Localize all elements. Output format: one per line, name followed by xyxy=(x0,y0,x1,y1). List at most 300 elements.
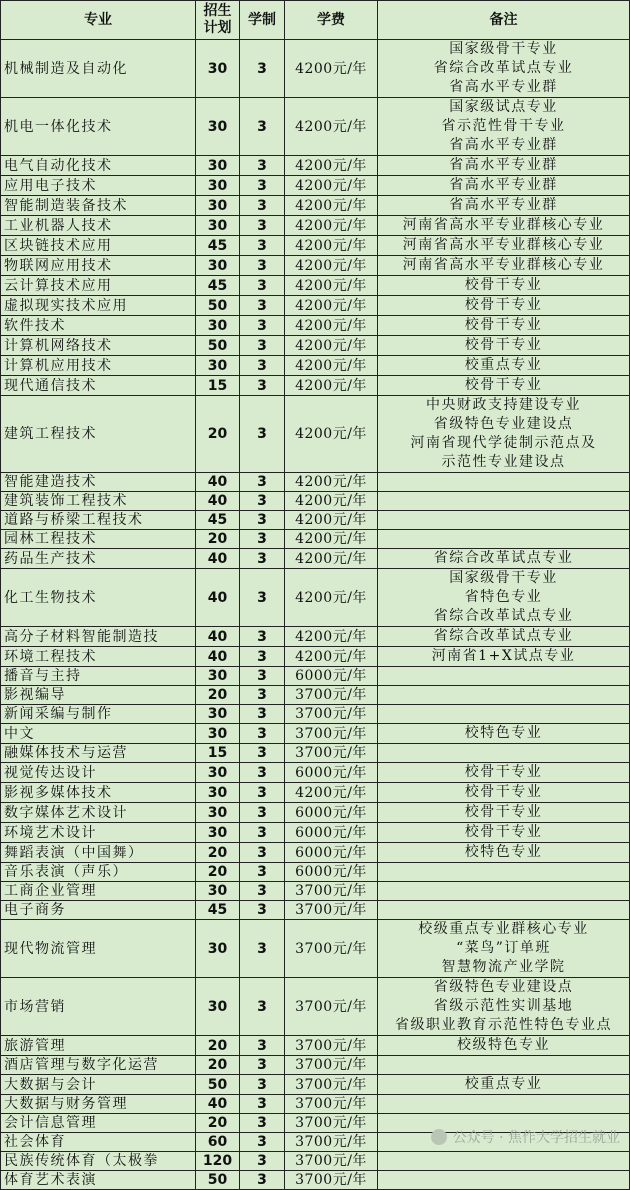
table-row xyxy=(1,901,630,920)
cell-fee: 3700元/年 xyxy=(285,882,378,901)
cell-years: 3 xyxy=(240,1133,285,1152)
cell-years: 3 xyxy=(240,396,285,473)
cell-years: 3 xyxy=(240,667,285,686)
cell-note xyxy=(378,98,630,156)
cell-note xyxy=(378,336,630,356)
table-row xyxy=(1,647,630,667)
note-line: 河南省高水平专业群核心专业 xyxy=(378,216,629,235)
cell-years: 3 xyxy=(240,492,285,511)
cell-fee: 4200元/年 xyxy=(285,98,378,156)
cell-major: 区块链技术应用 xyxy=(1,236,196,256)
cell-major: 药品生产技术 xyxy=(1,549,196,569)
cell-note xyxy=(378,549,630,569)
cell-fee: 3700元/年 xyxy=(285,901,378,920)
cell-note xyxy=(378,196,630,216)
table-row xyxy=(1,1056,630,1075)
cell-plan: 30 xyxy=(196,98,240,156)
table-header-row xyxy=(1,1,630,40)
table-row xyxy=(1,40,630,98)
cell-note xyxy=(378,40,630,98)
cell-fee: 6000元/年 xyxy=(285,863,378,882)
cell-plan: 15 xyxy=(196,744,240,763)
cell-major: 体育艺术表演 xyxy=(1,1171,196,1190)
cell-fee: 4200元/年 xyxy=(285,40,378,98)
cell-plan: 30 xyxy=(196,316,240,336)
table-row xyxy=(1,1075,630,1095)
cell-major: 视觉传达设计 xyxy=(1,763,196,783)
cell-years: 3 xyxy=(240,1036,285,1056)
table-row xyxy=(1,803,630,823)
cell-note xyxy=(378,705,630,724)
table-row xyxy=(1,724,630,744)
note-line: 省级特色专业建设点 xyxy=(378,415,629,434)
cell-note xyxy=(378,882,630,901)
note-line: 国家级骨干专业 xyxy=(378,40,629,59)
cell-major: 音乐表演（声乐） xyxy=(1,863,196,882)
note-line: 校骨干专业 xyxy=(378,376,629,395)
cell-years: 3 xyxy=(240,686,285,705)
cell-plan: 40 xyxy=(196,492,240,511)
cell-years: 3 xyxy=(240,236,285,256)
cell-plan: 40 xyxy=(196,647,240,667)
cell-major: 化工生物技术 xyxy=(1,569,196,627)
cell-fee: 3700元/年 xyxy=(285,744,378,763)
cell-years: 3 xyxy=(240,1075,285,1095)
cell-fee: 4200元/年 xyxy=(285,356,378,376)
cell-note xyxy=(378,396,630,473)
cell-fee: 3700元/年 xyxy=(285,978,378,1036)
note-line: 省综合改革试点专业 xyxy=(378,59,629,78)
cell-fee: 3700元/年 xyxy=(285,705,378,724)
cell-major: 大数据与会计 xyxy=(1,1075,196,1095)
cell-fee: 6000元/年 xyxy=(285,803,378,823)
cell-years: 3 xyxy=(240,156,285,176)
header-note: 备注 xyxy=(378,1,630,40)
table-row xyxy=(1,276,630,296)
cell-years: 3 xyxy=(240,783,285,803)
cell-fee: 3700元/年 xyxy=(285,920,378,978)
cell-plan: 20 xyxy=(196,686,240,705)
cell-years: 3 xyxy=(240,705,285,724)
cell-fee: 3700元/年 xyxy=(285,1075,378,1095)
table-body xyxy=(1,40,630,1190)
cell-note xyxy=(378,492,630,511)
cell-note xyxy=(378,920,630,978)
cell-plan: 120 xyxy=(196,1152,240,1171)
cell-fee: 4200元/年 xyxy=(285,276,378,296)
table-row xyxy=(1,256,630,276)
cell-years: 3 xyxy=(240,511,285,530)
note-line: 国家级试点专业 xyxy=(378,98,629,117)
cell-fee: 4200元/年 xyxy=(285,396,378,473)
cell-note xyxy=(378,863,630,882)
cell-years: 3 xyxy=(240,920,285,978)
cell-fee: 4200元/年 xyxy=(285,549,378,569)
cell-note xyxy=(378,569,630,627)
cell-note xyxy=(378,1152,630,1171)
cell-plan: 50 xyxy=(196,336,240,356)
table-row xyxy=(1,1036,630,1056)
cell-fee: 3700元/年 xyxy=(285,1056,378,1075)
cell-fee: 4200元/年 xyxy=(285,156,378,176)
cell-note xyxy=(378,276,630,296)
table-row xyxy=(1,763,630,783)
note-line: 河南省1+X试点专业 xyxy=(378,647,629,666)
cell-major: 数字媒体艺术设计 xyxy=(1,803,196,823)
table-row xyxy=(1,920,630,978)
note-line: 校级特色专业 xyxy=(378,1036,629,1055)
cell-major: 酒店管理与数字化运营 xyxy=(1,1056,196,1075)
cell-years: 3 xyxy=(240,744,285,763)
cell-fee: 4200元/年 xyxy=(285,627,378,647)
cell-fee: 4200元/年 xyxy=(285,783,378,803)
cell-fee: 4200元/年 xyxy=(285,196,378,216)
table-row xyxy=(1,216,630,236)
cell-major: 虚拟现实技术应用 xyxy=(1,296,196,316)
table-row xyxy=(1,98,630,156)
cell-years: 3 xyxy=(240,1171,285,1190)
cell-note xyxy=(378,783,630,803)
table-row xyxy=(1,843,630,863)
cell-major: 现代通信技术 xyxy=(1,376,196,396)
table-row xyxy=(1,316,630,336)
cell-plan: 45 xyxy=(196,236,240,256)
cell-plan: 30 xyxy=(196,176,240,196)
header-major: 专业 xyxy=(1,1,196,40)
cell-plan: 40 xyxy=(196,473,240,492)
cell-note xyxy=(378,647,630,667)
cell-plan: 30 xyxy=(196,356,240,376)
note-line: 校骨干专业 xyxy=(378,276,629,295)
cell-major: 中文 xyxy=(1,724,196,744)
note-line: 校特色专业 xyxy=(378,724,629,743)
cell-fee: 6000元/年 xyxy=(285,843,378,863)
cell-fee: 4200元/年 xyxy=(285,376,378,396)
cell-years: 3 xyxy=(240,256,285,276)
table-row xyxy=(1,1095,630,1114)
cell-major: 旅游管理 xyxy=(1,1036,196,1056)
note-line: 校骨干专业 xyxy=(378,316,629,335)
cell-plan: 30 xyxy=(196,823,240,843)
cell-fee: 4200元/年 xyxy=(285,511,378,530)
note-line: 校重点专业 xyxy=(378,1075,629,1094)
cell-note xyxy=(378,216,630,236)
cell-plan: 40 xyxy=(196,1095,240,1114)
cell-fee: 4200元/年 xyxy=(285,569,378,627)
note-line: 中央财政支持建设专业 xyxy=(378,396,629,415)
note-line: 智慧物流产业学院 xyxy=(378,958,629,977)
cell-note xyxy=(378,724,630,744)
cell-major: 市场营销 xyxy=(1,978,196,1036)
cell-fee: 3700元/年 xyxy=(285,686,378,705)
table-row xyxy=(1,473,630,492)
table-row xyxy=(1,744,630,763)
table-row xyxy=(1,176,630,196)
cell-fee: 4200元/年 xyxy=(285,296,378,316)
cell-plan: 50 xyxy=(196,1075,240,1095)
note-line: 校骨干专业 xyxy=(378,803,629,822)
cell-plan: 20 xyxy=(196,843,240,863)
cell-fee: 6000元/年 xyxy=(285,667,378,686)
cell-plan: 60 xyxy=(196,1133,240,1152)
cell-note xyxy=(378,176,630,196)
note-line: 省综合改革试点专业 xyxy=(378,627,629,646)
cell-note xyxy=(378,473,630,492)
cell-plan: 50 xyxy=(196,1171,240,1190)
cell-plan: 30 xyxy=(196,40,240,98)
cell-plan: 40 xyxy=(196,569,240,627)
cell-plan: 20 xyxy=(196,863,240,882)
cell-major: 工业机器人技术 xyxy=(1,216,196,236)
cell-plan: 20 xyxy=(196,396,240,473)
note-line: 省级示范性实训基地 xyxy=(378,997,629,1016)
cell-fee: 4200元/年 xyxy=(285,473,378,492)
note-line: 校级重点专业群核心专业 xyxy=(378,920,629,939)
cell-plan: 30 xyxy=(196,920,240,978)
cell-major: 机械制造及自动化 xyxy=(1,40,196,98)
cell-years: 3 xyxy=(240,1095,285,1114)
cell-note xyxy=(378,686,630,705)
cell-major: 现代物流管理 xyxy=(1,920,196,978)
table-row xyxy=(1,627,630,647)
cell-plan: 30 xyxy=(196,763,240,783)
cell-major: 应用电子技术 xyxy=(1,176,196,196)
cell-plan: 30 xyxy=(196,783,240,803)
cell-plan: 30 xyxy=(196,705,240,724)
cell-plan: 20 xyxy=(196,1114,240,1133)
cell-fee: 4200元/年 xyxy=(285,176,378,196)
table-row xyxy=(1,336,630,356)
table-row xyxy=(1,396,630,473)
cell-plan: 20 xyxy=(196,1056,240,1075)
cell-years: 3 xyxy=(240,40,285,98)
cell-years: 3 xyxy=(240,803,285,823)
cell-major: 影视编导 xyxy=(1,686,196,705)
cell-plan: 40 xyxy=(196,549,240,569)
cell-fee: 3700元/年 xyxy=(285,1152,378,1171)
cell-years: 3 xyxy=(240,863,285,882)
cell-fee: 3700元/年 xyxy=(285,1171,378,1190)
table-row xyxy=(1,511,630,530)
table-row xyxy=(1,492,630,511)
cell-plan: 20 xyxy=(196,1036,240,1056)
cell-plan: 30 xyxy=(196,156,240,176)
cell-note xyxy=(378,823,630,843)
cell-major: 新闻采编与制作 xyxy=(1,705,196,724)
cell-major: 融媒体技术与运营 xyxy=(1,744,196,763)
cell-fee: 4200元/年 xyxy=(285,256,378,276)
cell-fee: 3700元/年 xyxy=(285,1036,378,1056)
cell-fee: 6000元/年 xyxy=(285,823,378,843)
cell-years: 3 xyxy=(240,196,285,216)
cell-fee: 4200元/年 xyxy=(285,647,378,667)
cell-plan: 30 xyxy=(196,724,240,744)
cell-years: 3 xyxy=(240,647,285,667)
cell-note xyxy=(378,156,630,176)
cell-plan: 30 xyxy=(196,978,240,1036)
cell-major: 园林工程技术 xyxy=(1,530,196,549)
cell-note xyxy=(378,627,630,647)
note-line: 省综合改革试点专业 xyxy=(378,549,629,568)
cell-years: 3 xyxy=(240,176,285,196)
cell-years: 3 xyxy=(240,98,285,156)
cell-plan: 30 xyxy=(196,882,240,901)
cell-major: 电子商务 xyxy=(1,901,196,920)
cell-years: 3 xyxy=(240,376,285,396)
cell-fee: 4200元/年 xyxy=(285,316,378,336)
note-line: 省高水平专业群 xyxy=(378,176,629,195)
cell-major: 建筑装饰工程技术 xyxy=(1,492,196,511)
cell-note xyxy=(378,843,630,863)
table-row xyxy=(1,978,630,1036)
table-row xyxy=(1,667,630,686)
cell-note xyxy=(378,376,630,396)
cell-major: 舞蹈表演（中国舞） xyxy=(1,843,196,863)
table-row xyxy=(1,1152,630,1171)
cell-years: 3 xyxy=(240,316,285,336)
cell-major: 高分子材料智能制造技 xyxy=(1,627,196,647)
wechat-icon xyxy=(431,1129,447,1145)
table-row xyxy=(1,196,630,216)
cell-years: 3 xyxy=(240,549,285,569)
cell-note xyxy=(378,803,630,823)
note-line: 省高水平专业群 xyxy=(378,78,629,97)
note-line: “菜鸟”订单班 xyxy=(378,939,629,958)
note-line: 校骨干专业 xyxy=(378,296,629,315)
cell-plan: 50 xyxy=(196,296,240,316)
cell-years: 3 xyxy=(240,276,285,296)
cell-note xyxy=(378,316,630,336)
cell-major: 物联网应用技术 xyxy=(1,256,196,276)
header-fee: 学费 xyxy=(285,1,378,40)
cell-major: 智能制造装备技术 xyxy=(1,196,196,216)
cell-years: 3 xyxy=(240,1114,285,1133)
watermark-text: 公众号 · 焦作大学招生就业 xyxy=(453,1127,620,1147)
cell-major: 民族传统体育（太极拳 xyxy=(1,1152,196,1171)
cell-plan: 45 xyxy=(196,276,240,296)
cell-years: 3 xyxy=(240,763,285,783)
cell-major: 工商企业管理 xyxy=(1,882,196,901)
cell-fee: 3700元/年 xyxy=(285,1114,378,1133)
watermark xyxy=(431,1127,620,1147)
cell-note xyxy=(378,530,630,549)
cell-major: 播音与主持 xyxy=(1,667,196,686)
cell-note xyxy=(378,1056,630,1075)
table-row xyxy=(1,686,630,705)
cell-major: 云计算技术应用 xyxy=(1,276,196,296)
cell-major: 影视多媒体技术 xyxy=(1,783,196,803)
cell-note xyxy=(378,1171,630,1190)
cell-note xyxy=(378,1095,630,1114)
cell-years: 3 xyxy=(240,882,285,901)
cell-plan: 45 xyxy=(196,511,240,530)
cell-fee: 4200元/年 xyxy=(285,530,378,549)
cell-major: 软件技术 xyxy=(1,316,196,336)
cell-major: 社会体育 xyxy=(1,1133,196,1152)
cell-note xyxy=(378,1075,630,1095)
note-line: 省高水平专业群 xyxy=(378,196,629,215)
cell-note xyxy=(378,1036,630,1056)
note-line: 省高水平专业群 xyxy=(378,156,629,175)
cell-note xyxy=(378,236,630,256)
note-line: 校特色专业 xyxy=(378,843,629,862)
cell-years: 3 xyxy=(240,978,285,1036)
cell-years: 3 xyxy=(240,1152,285,1171)
table-row xyxy=(1,296,630,316)
note-line: 省综合改革试点专业 xyxy=(378,607,629,626)
table-row xyxy=(1,882,630,901)
cell-major: 电气自动化技术 xyxy=(1,156,196,176)
table-row xyxy=(1,236,630,256)
table-row xyxy=(1,705,630,724)
cell-years: 3 xyxy=(240,296,285,316)
note-line: 省特色专业 xyxy=(378,588,629,607)
cell-fee: 4200元/年 xyxy=(285,492,378,511)
cell-note xyxy=(378,296,630,316)
cell-note xyxy=(378,667,630,686)
cell-fee: 4200元/年 xyxy=(285,236,378,256)
note-line: 国家级骨干专业 xyxy=(378,569,629,588)
cell-fee: 4200元/年 xyxy=(285,336,378,356)
cell-note xyxy=(378,356,630,376)
cell-years: 3 xyxy=(240,530,285,549)
cell-plan: 30 xyxy=(196,216,240,236)
cell-fee: 3700元/年 xyxy=(285,724,378,744)
note-line: 省级职业教育示范性特色专业点 xyxy=(378,1016,629,1035)
note-line: 校骨干专业 xyxy=(378,783,629,802)
note-line: 河南省高水平专业群核心专业 xyxy=(378,236,629,255)
table-row xyxy=(1,376,630,396)
cell-major: 智能建造技术 xyxy=(1,473,196,492)
table-row xyxy=(1,156,630,176)
cell-note xyxy=(378,256,630,276)
cell-major: 会计信息管理 xyxy=(1,1114,196,1133)
cell-fee: 3700元/年 xyxy=(285,1095,378,1114)
cell-fee: 6000元/年 xyxy=(285,763,378,783)
cell-note xyxy=(378,511,630,530)
cell-years: 3 xyxy=(240,627,285,647)
note-line: 校重点专业 xyxy=(378,356,629,375)
header-years: 学制 xyxy=(240,1,285,40)
table-row xyxy=(1,783,630,803)
note-line: 省级特色专业建设点 xyxy=(378,978,629,997)
cell-years: 3 xyxy=(240,724,285,744)
cell-plan: 15 xyxy=(196,376,240,396)
cell-years: 3 xyxy=(240,216,285,236)
note-line: 校骨干专业 xyxy=(378,823,629,842)
table-row xyxy=(1,823,630,843)
note-line: 示范性专业建设点 xyxy=(378,453,629,472)
cell-major: 大数据与财务管理 xyxy=(1,1095,196,1114)
cell-years: 3 xyxy=(240,569,285,627)
cell-plan: 30 xyxy=(196,256,240,276)
cell-fee: 4200元/年 xyxy=(285,216,378,236)
cell-major: 环境工程技术 xyxy=(1,647,196,667)
cell-note xyxy=(378,978,630,1036)
table-row xyxy=(1,549,630,569)
note-line: 校骨干专业 xyxy=(378,763,629,782)
cell-plan: 20 xyxy=(196,530,240,549)
cell-note xyxy=(378,901,630,920)
cell-years: 3 xyxy=(240,823,285,843)
cell-years: 3 xyxy=(240,336,285,356)
table-row xyxy=(1,569,630,627)
note-line: 河南省现代学徒制示范点及 xyxy=(378,434,629,453)
cell-years: 3 xyxy=(240,1056,285,1075)
cell-plan: 45 xyxy=(196,901,240,920)
table-row xyxy=(1,530,630,549)
note-line: 省示范性骨干专业 xyxy=(378,117,629,136)
